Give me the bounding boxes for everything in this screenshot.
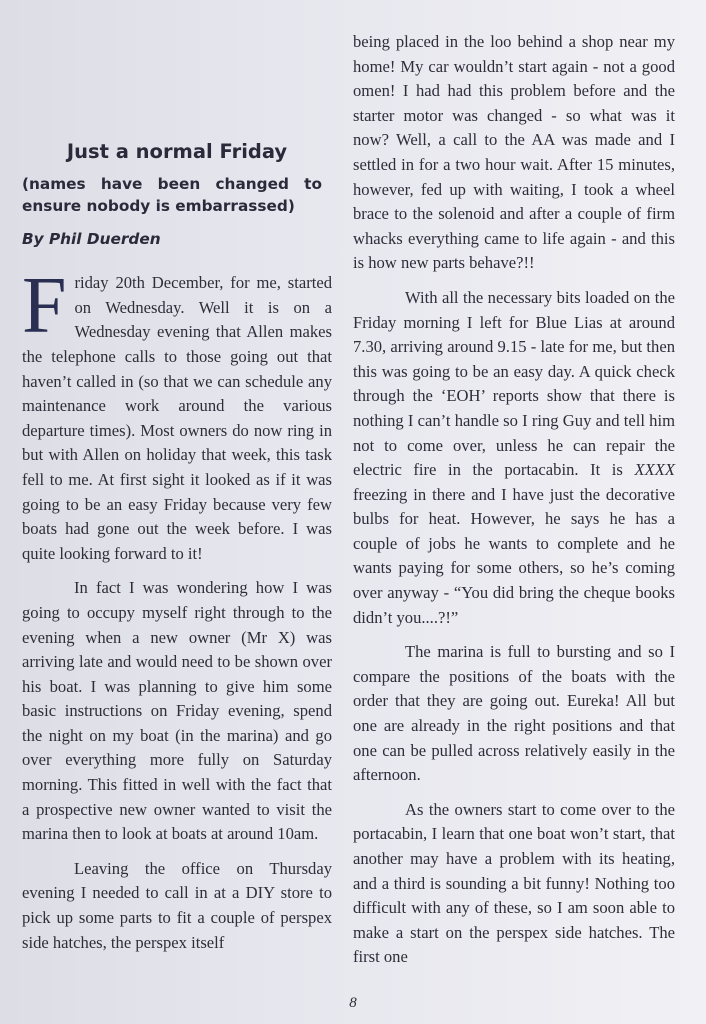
paragraph-5-text-after: freezing in there and I have just the decorative bulbs for heat. However, he says he has a couple of jobs he wants to complete and he wants paying for some others, so he’s coming over anyway - “You did bring the cheque books didn’t you....?!” (353, 484, 675, 627)
article-subtitle: (names have been changed to ensure nobody is embarrassed) (22, 174, 322, 215)
right-column (353, 0, 675, 970)
censored-word: XXXX (634, 460, 675, 480)
paragraph-1-text: riday 20th December, for me, started on Wednesday. Well it is on a Wednesday evening that Allen makes the telephone calls to those going out that haven’t called in (so that we can schedule any maintenance work around the various departure times). Most owners do now ring in but with Allen on holiday that week, this task fell to me. At first sight it looked as if it was going to be an easy Friday because very few boats had gone out the week before. I was quite looking forward to it! (22, 273, 332, 563)
paragraph-5 (353, 286, 675, 630)
paragraph-7: As the owners start to come over to the portacabin, I learn that one boat won’t start, that another may have a problem with its heating, and a third is sounding a bit funny! Nothing too difficult with any of these, so I am soon able to make a start on the perspex side hatches. The first one (353, 799, 675, 967)
paragraph-4: being placed in the loo behind a shop near my home! My car wouldn’t start again - not a good omen! I had had this problem before and the starter motor was changed - so what was it now? Well, a call to the AA was made and I settled in for a two hour wait. After 15 minutes, however, fed up with waiting, I took a wheel brace to the solenoid and after a couple of firm whacks everything came to life again - and this is how new parts behave?!! (353, 32, 675, 273)
article-header (22, 0, 332, 271)
paragraph-6: The marina is full to bursting and so I compare the positions of the boats with the order that they are going out. Eureka! All but one are already in the right positions and that one can be pulled across relatively easily in the afternoon. (353, 642, 675, 785)
paragraph-2: In fact I was wondering how I was going to occupy myself right through to the evening when a new owner (Mr X) was arriving late and would need to be shown over his boat. I was planning to give him some basic instructions on Friday evening, spend the night on my boat (in the marina) and go over everything more fully on Saturday morning. This fitted in well with the fact that a prospective new owner wanted to visit the marina then to look at boats at around 10am. (22, 578, 332, 844)
page-number: 8 (349, 995, 357, 1011)
drop-cap: F (22, 262, 67, 351)
left-column (22, 0, 332, 955)
paragraph-3: Leaving the office on Thursday evening I needed to call in at a DIY store to pick up some parts to fit a couple of perspex side hatches, the perspex itself (22, 858, 332, 952)
article-byline: By Phil Duerden (22, 229, 161, 248)
article-title: Just a normal Friday (66, 140, 288, 163)
paragraph-1 (22, 262, 332, 566)
paragraph-5-text: With all the necessary bits loaded on the Friday morning I left for Blue Lias at around 7.30, arriving around 9.15 - late for me, but then this was going to be an easy day. A quick check through the ‘EOH’ reports show that there is nothing I can’t handle so I ring Guy and tell him not to come over, unless he can repair the electric fire in the portacabin. It is (353, 287, 675, 480)
